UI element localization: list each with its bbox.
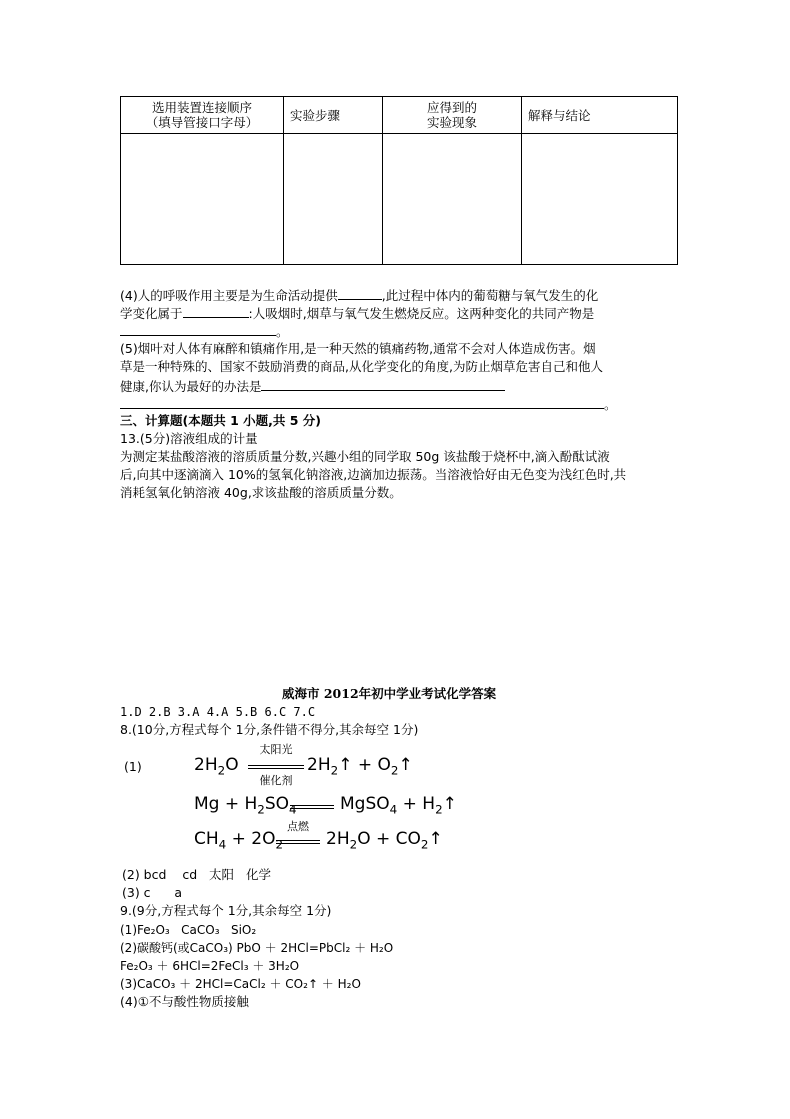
eq-text: MgSO	[340, 794, 390, 814]
table-header-row	[121, 97, 678, 134]
answer-cell[interactable]	[284, 134, 383, 265]
eq-sub: 2	[275, 837, 284, 852]
mc-answers: 1.D 2.B 3.A 4.A 5.B 6.C 7.C	[120, 705, 316, 719]
equation-3-equals-sign	[276, 840, 320, 844]
answer-cell[interactable]	[121, 134, 284, 265]
q9-part-2b: Fe₂O₃ ＋ 6HCl=2FeCl₃ ＋ 3H₂O	[120, 959, 300, 973]
header-text: 应得到的	[426, 100, 477, 115]
q5-blank-1[interactable]	[261, 376, 505, 391]
equation-1-condition-top: 太阳光	[259, 743, 293, 756]
q9-part-2: (2)碳酸钙(或CaCO₃) PbO ＋ 2HCl=PbCl₂ ＋ H₂O	[120, 941, 394, 955]
eq-sub: 2	[420, 837, 429, 852]
equation-1-left	[194, 755, 239, 777]
q4-blank-3[interactable]	[120, 321, 276, 336]
eq-text: Mg + H	[194, 794, 258, 814]
header-text: 实验现象	[426, 115, 477, 130]
q8-part-2: (2) bcd cd 太阳 化学	[122, 867, 271, 882]
q4-line1	[120, 285, 598, 305]
q13-title: 13.(5分)溶液组成的计量	[120, 431, 258, 446]
q5-line3	[120, 376, 505, 396]
equation-1-equals-sign	[248, 765, 304, 769]
q5-text: 。	[604, 397, 617, 412]
q13-line2: 后,向其中逐滴滴入 10%的氢氧化钠溶液,边滴加边振荡。当溶液恰好由无色变为浅红色时,共	[120, 467, 627, 482]
equation-1-condition-bottom: 催化剂	[259, 774, 293, 787]
eq-text: + H	[397, 794, 436, 814]
q4-text: (4)人的呼吸作用主要是为生命活动提供	[120, 288, 338, 303]
q4-blank-1[interactable]	[338, 285, 382, 300]
q13-line3: 消耗氢氧化钠溶液 40g,求该盐酸的溶质质量分数。	[120, 485, 402, 500]
eq-text: ↑	[428, 829, 443, 849]
eq-sub: 4	[289, 802, 297, 817]
q4-text: :人吸烟时,烟草与氧气发生燃烧反应。这两种变化的共同产物是	[248, 306, 595, 321]
q8-header: 8.(10分,方程式每个 1分,条件错不得分,其余每空 1分)	[120, 722, 419, 737]
eq-text: ↑ + O	[338, 755, 391, 775]
eq-text: ↑	[398, 755, 413, 775]
q5-blank-2[interactable]	[120, 394, 604, 409]
eq-text: ↑	[442, 794, 457, 814]
eq-text: CH	[194, 829, 219, 849]
header-text: 实验步骤	[290, 107, 341, 123]
equation-3-right	[326, 829, 443, 851]
q4-text: 。	[276, 324, 289, 339]
q5-line2: 草是一种特殊的、国家不鼓励消费的商品,从化学变化的角度,为防止烟草危害自己和他人	[120, 359, 603, 374]
q9-part-1: (1)Fe₂O₃ CaCO₃ SiO₂	[120, 923, 257, 937]
eq-text: O	[225, 755, 239, 775]
q8-part-3: (3) c a	[122, 885, 183, 900]
header-text: （填导管接口字母）	[145, 115, 259, 130]
equation-1-right	[307, 755, 413, 777]
q9-header: 9.(9分,方程式每个 1分,其余每空 1分)	[120, 903, 332, 918]
eq-text: 2H	[307, 755, 331, 775]
eq-sub: 4	[218, 837, 227, 852]
eq-text: + 2O	[226, 829, 276, 849]
header-text: 选用装置连接顺序	[151, 100, 252, 115]
q8-label-1: (1)	[124, 759, 142, 774]
q4-text: 学变化属于	[120, 306, 183, 321]
eq-sub: 2	[330, 763, 339, 778]
q9-part-4: (4)①不与酸性物质接触	[120, 994, 249, 1009]
equation-2-equals-sign	[290, 805, 334, 809]
header-text: 解释与结论	[528, 107, 591, 123]
q4-blank-2[interactable]	[183, 303, 249, 318]
header-cell-4	[522, 97, 678, 134]
eq-text: 2H	[326, 829, 350, 849]
eq-text: SO	[264, 794, 290, 814]
q5-line1: (5)烟叶对人体有麻醉和镇痛作用,是一种天然的镇痛药物,通常不会对人体造成伤害。烟	[120, 341, 596, 356]
q9-part-3: (3)CaCO₃ ＋ 2HCl=CaCl₂ ＋ CO₂↑ ＋ H₂O	[120, 977, 361, 991]
equation-3-condition-top: 点燃	[287, 820, 309, 833]
header-cell-1	[121, 97, 284, 134]
experiment-table	[120, 96, 678, 265]
eq-sub: 4	[389, 802, 398, 817]
q4-line3	[120, 321, 289, 341]
answer-cell[interactable]	[383, 134, 522, 265]
eq-sub: 2	[349, 837, 358, 852]
equation-3-left	[194, 829, 283, 851]
eq-text: O + CO	[357, 829, 421, 849]
q4-text: ,此过程中体内的葡萄糖与氧气发生的化	[381, 288, 599, 303]
section3-title: 三、计算题(本题共 1 小题,共 5 分)	[120, 413, 321, 428]
q5-text: 健康,你认为最好的办法是	[120, 379, 262, 394]
answer-cell[interactable]	[522, 134, 678, 265]
header-cell-3	[383, 97, 522, 134]
q13-line1: 为测定某盐酸溶液的溶质质量分数,兴趣小组的同学取 50g 该盐酸于烧杯中,滴入酚酞试液	[120, 449, 610, 464]
eq-sub: 2	[257, 802, 265, 817]
answers-title: 威海市 2012年初中学业考试化学答案	[282, 686, 497, 701]
equation-2-right	[340, 794, 457, 816]
header-cell-2	[284, 97, 383, 134]
eq-text: 2H	[194, 755, 218, 775]
eq-sub: 2	[435, 802, 443, 817]
q4-line2	[120, 303, 594, 323]
eq-sub: 2	[390, 763, 399, 778]
q5-line4	[120, 394, 617, 414]
equation-2-left	[194, 794, 297, 816]
table-body-row	[121, 134, 678, 265]
eq-sub: 2	[217, 763, 226, 778]
